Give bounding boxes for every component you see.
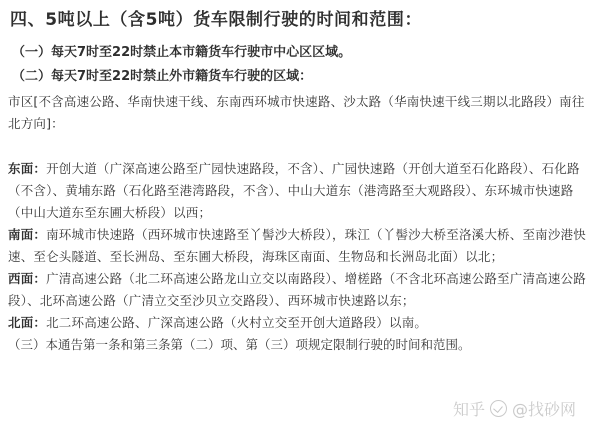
footer-note: （三）本通告第一条和第三条第（二）项、第（三）项规定限制行驶的时间和范围。 <box>8 337 471 352</box>
north-boundary-paragraph <box>8 312 592 334</box>
rule-item-2: （二）每天7时至22时禁止外市籍货车行驶的区域： <box>12 69 313 84</box>
section-heading: 四、5吨以上（含5吨）货车限制行驶的时间和范围： <box>10 10 423 30</box>
south-text: 南环城市快速路（西环城市快速路至丫髻沙大桥段），珠江（丫髻沙大桥至洛溪大桥、至南沙港快速、至仑头隧道、至长洲岛、至东圃大桥段，海珠区南面、生物岛和长洲岛北面）以北； <box>8 227 586 264</box>
west-boundary-paragraph <box>8 268 592 312</box>
watermark-site: 知乎 <box>452 400 485 419</box>
south-boundary-paragraph <box>8 224 592 268</box>
watermark-author: @找砂网 <box>511 400 576 419</box>
east-boundary-paragraph <box>8 158 592 224</box>
paragraph-spacer <box>8 135 592 158</box>
west-text: 广清高速公路（北二环高速公路龙山立交以南路段）、增槎路（不含北环高速公路至广清高速公路段）、北环高速公路（广清立交至沙贝立交路段）、西环城市快速路以东； <box>8 271 586 308</box>
east-label: 东面： <box>8 161 47 176</box>
north-text: 北二环高速公路、广深高速公路（火村立交至开创大道路段）以南。 <box>46 315 428 330</box>
rule-item-1: （一）每天7时至22时禁止本市籍货车行驶市中心区区域。 <box>12 45 352 60</box>
east-text: 开创大道（广深高速公路至广园快速路段，不含）、广园快速路（开创大道至石化路段）、石化路（不含）、黄埔东路（石化路至港湾路段，不含）、中山大道东（港湾路至大观路段）、东环城市快速路（中山大道东至东圃大桥段）以西； <box>8 161 580 220</box>
north-label: 北面： <box>8 315 47 330</box>
west-label: 西面： <box>8 271 47 286</box>
city-area-paragraph: 市区[不含高速公路、华南快速干线、东南西环城市快速路、沙太路（华南快速干线三期以北路段）南往北方向]： <box>8 94 585 131</box>
south-label: 南面： <box>8 227 47 242</box>
